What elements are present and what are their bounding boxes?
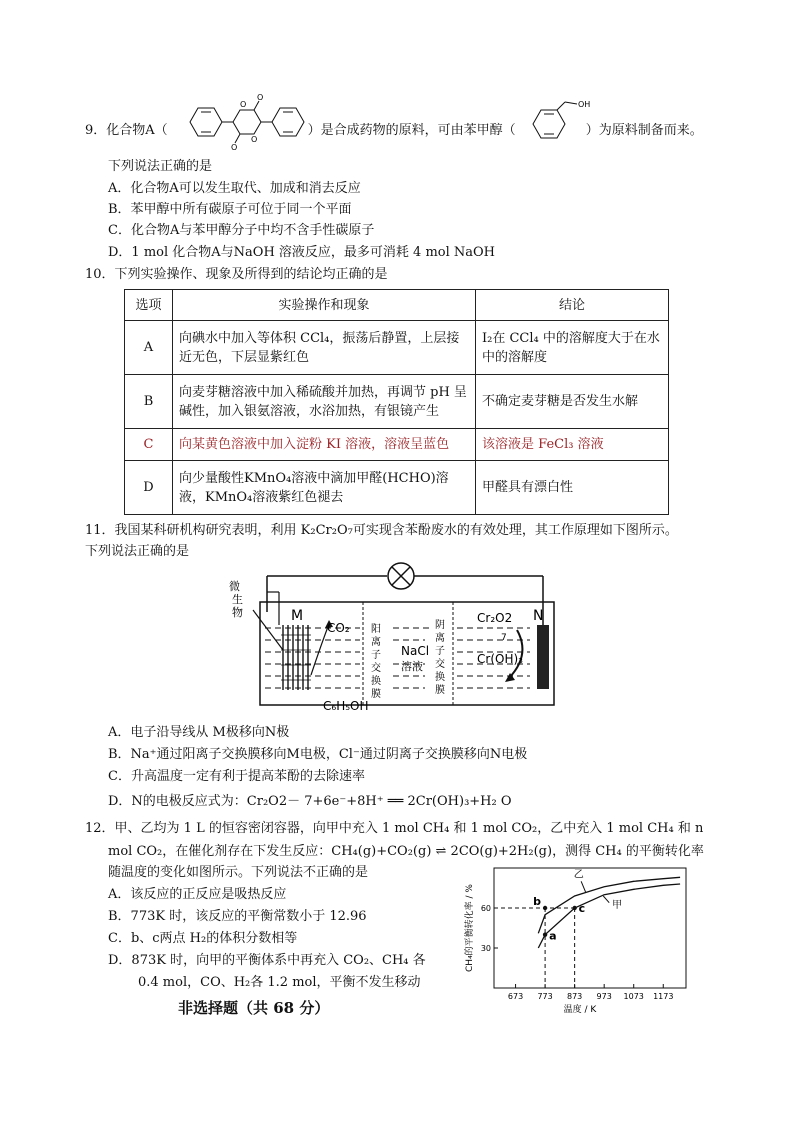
header-operation: 实验操作和现象 [173, 290, 476, 321]
q9-prompt: 下列说法正确的是 [108, 159, 213, 174]
y-tick-label: 30 [480, 944, 491, 953]
membrane-left-label [371, 623, 381, 700]
mol-a-label-4: O [231, 143, 238, 150]
q10-stem: 10．下列实验操作、现象及所得到的结论均正确的是 [85, 267, 388, 282]
table-row [125, 321, 669, 375]
x-tick-label: 973 [596, 992, 612, 1001]
q11-option-c: C．升高温度一定有利于提高苯酚的去除速率 [108, 769, 365, 784]
header-conclusion: 结论 [476, 290, 669, 321]
series-label-yi-pointer [581, 881, 585, 892]
point-label-a: a [549, 929, 557, 943]
series-label-jia-pointer [603, 896, 609, 903]
table-row [125, 429, 669, 461]
row-conclusion: 该溶液是 FeCl₃ 溶液 [476, 429, 669, 461]
svg-text:离: 离 [435, 633, 445, 644]
row-operation: 向碘水中加入等体积 CCl₄，振荡后静置，上层接近无色，下层显紫红色 [173, 321, 476, 375]
x-axis-label: 温度 / K [563, 1005, 597, 1015]
x-tick-label: 1073 [623, 992, 644, 1001]
data-point-a [543, 932, 547, 936]
series-line-1 [538, 884, 680, 948]
q9-stem-a: 9．化合物A（ [85, 123, 168, 138]
row-conclusion: 甲醛具有漂白性 [476, 461, 669, 515]
svg-text:交: 交 [371, 663, 381, 674]
membrane-right-label [435, 619, 445, 696]
q12-option-d-cont: 0.4 mol，CO、H₂各 1.2 mol，平衡不发生移动 [138, 975, 421, 990]
compound-a-svg [175, 92, 320, 150]
table-row [125, 375, 669, 429]
q12-stem-1: 12．甲、乙均为 1 L 的恒容密闭容器，向甲中充入 1 mol CH₄ 和 1 mol CO₂，乙中充入 1 mol CH₄ 和 n [85, 821, 704, 836]
q11-stem-1: 11．我国某科研机构研究表明，利用 K₂Cr₂O₇可实现含苯酚废水的有效处理，其工作原理如下图所示。 [85, 523, 678, 538]
q9-option-a: A．化合物A可以发生取代、加成和消去反应 [108, 181, 361, 196]
q11-option-b: B．Na⁺通过阳离子交换膜移向M电极，Cl⁻通过阴离子交换膜移向N电极 [108, 747, 528, 762]
row-conclusion: I₂在 CCl₄ 中的溶解度大于在水中的溶解度 [476, 321, 669, 375]
mol-a-label-3: O [251, 135, 258, 144]
q12-option-d: D．873K 时，向甲的平衡体系中再充入 CO₂、CH₄ 各 [108, 953, 426, 968]
x-tick-label: 673 [507, 992, 524, 1001]
mol-b-label: OH [578, 100, 591, 109]
microbe-label-1: 微 [229, 580, 240, 593]
cr2o-label: Cr₂O2 [477, 611, 513, 625]
q9-stem-c: ）为原料制备而来。 [585, 123, 703, 138]
nacl-sub-label: 溶液 [401, 660, 423, 673]
series-label-yi: 乙 [573, 869, 584, 881]
q12-option-c: C．b、c两点 H₂的体积分数相等 [108, 931, 298, 946]
y-tick-label: 60 [480, 904, 491, 913]
electrode-n-label: N [533, 608, 544, 624]
q12-stem-3: 随温度的变化如图所示。下列说法不正确的是 [108, 865, 369, 880]
q10-table [124, 289, 669, 515]
mol-a-label-1: O [240, 100, 247, 109]
point-label-c: c [578, 902, 586, 915]
table-header-row [125, 290, 669, 321]
co2-label: CO₂ [327, 621, 350, 635]
electrochemical-cell-diagram [225, 560, 565, 720]
svg-text:膜: 膜 [435, 685, 445, 696]
data-point-b [543, 906, 547, 910]
row-operation: 向麦芽糖溶液中加入稀硫酸并加热，再调节 pH 呈碱性，加入银氨溶液，水浴加热，有银镜产生 [173, 375, 476, 429]
section-title: 非选择题（共 68 分） [178, 999, 330, 1017]
q11-stem-2: 下列说法正确的是 [85, 544, 190, 559]
croh3-label: Cr(OH)₃ [477, 652, 523, 666]
row-option: A [125, 321, 173, 375]
data-point-c [572, 906, 576, 910]
header-option: 选项 [125, 290, 173, 321]
row-operation: 向某黄色溶液中加入淀粉 KI 溶液，溶液呈蓝色 [173, 429, 476, 461]
row-operation: 向少量酸性KMnO₄溶液中滴加甲醛(HCHO)溶液，KMnO₄溶液紫红色褪去 [173, 461, 476, 515]
svg-text:阴: 阴 [435, 620, 445, 631]
svg-text:交: 交 [435, 659, 445, 670]
benzyl-alcohol-svg [525, 98, 600, 142]
table-row [125, 461, 669, 515]
microbe-label-2: 生 [232, 593, 243, 606]
series-label-jia: 甲 [612, 900, 623, 911]
row-conclusion: 不确定麦芽糖是否发生水解 [476, 375, 669, 429]
svg-text:子: 子 [435, 646, 445, 657]
row-option: B [125, 375, 173, 429]
x-tick-label: 873 [566, 992, 583, 1001]
phenol-label: C₆H₅OH [323, 699, 369, 713]
row-option: C [125, 429, 173, 461]
x-tick-label: 1173 [653, 992, 674, 1001]
q11-option-a: A．电子沿导线从 M极移向N极 [108, 725, 290, 740]
svg-text:子: 子 [371, 650, 381, 661]
electrode-m [281, 625, 311, 690]
svg-text:阳: 阳 [371, 624, 381, 635]
q9-option-d: D．1 mol 化合物A与NaOH 溶液反应，最多可消耗 4 mol NaOH [108, 245, 496, 260]
electrode-n [537, 625, 549, 689]
seven-label: 7 [501, 633, 507, 643]
svg-text:换: 换 [371, 676, 381, 687]
y-axis-label: CH₄的平衡转化率 / % [465, 884, 475, 972]
row-option: D [125, 461, 173, 515]
microbe-label-3: 物 [232, 606, 243, 619]
point-label-b: b [533, 895, 541, 908]
x-tick-label: 773 [537, 992, 553, 1001]
electrode-m-label: M [291, 608, 304, 624]
q11-option-d: D．N的电极反应式为：Cr₂O2－ 7+6e⁻+8H⁺ ══ 2Cr(OH)₃+H₂ O [108, 794, 512, 809]
q12-option-b: B．773K 时，该反应的平衡常数小于 12.96 [108, 909, 367, 924]
conversion-chart [460, 860, 700, 1020]
svg-text:膜: 膜 [371, 689, 381, 700]
nacl-label: NaCl [401, 644, 430, 658]
svg-text:离: 离 [371, 637, 381, 648]
svg-text:换: 换 [435, 672, 445, 683]
q9-stem-b: ）是合成药物的原料，可由苯甲醇（ [307, 123, 516, 138]
q12-option-a: A．该反应的正反应是吸热反应 [108, 887, 287, 902]
q9-option-c: C．化合物A与苯甲醇分子中均不含手性碳原子 [108, 223, 375, 238]
q9-option-b: B．苯甲醇中所有碳原子可位于同一个平面 [108, 202, 352, 217]
mol-a-label-2: O [257, 93, 264, 102]
q12-stem-2: mol CO₂，在催化剂存在下发生反应：CH₄(g)+CO₂(g) ⇌ 2CO(g)+2H₂(g)，测得 CH₄ 的平衡转化率 [108, 844, 704, 859]
